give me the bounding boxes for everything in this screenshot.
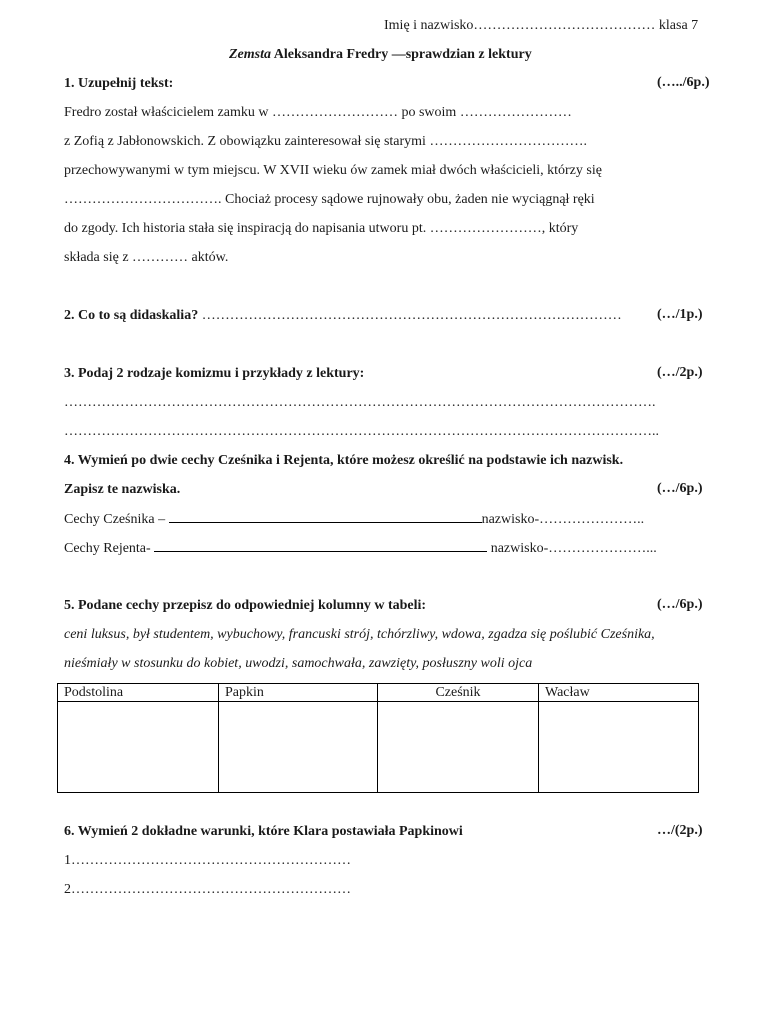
title-italic: Zemsta xyxy=(229,47,271,62)
q3-points: (…/2p.) xyxy=(657,365,703,380)
page-title xyxy=(229,46,532,64)
q4-czesnik-line xyxy=(64,510,708,529)
q4-rejent-surname: nazwisko-…………………... xyxy=(487,541,657,556)
q6-answer-line-2: 2…………………………………………………… xyxy=(64,882,351,897)
q6-answer-line-1: 1…………………………………………………… xyxy=(64,853,351,868)
q3-heading: 3. Podaj 2 rodzaje komizmu i przykłady z lektury: xyxy=(64,366,365,381)
column-header-podstolina: Podstolina xyxy=(58,684,219,702)
q2-heading: 2. Co to są didaskalia? xyxy=(64,308,199,323)
column-header-waclaw: Wacław xyxy=(539,684,698,702)
answer-cell-czesnik[interactable] xyxy=(378,702,539,792)
q1-line-2: z Zofią z Jabłonowskich. Z obowiązku zainteresował się starymi ……………………………. xyxy=(64,134,587,149)
q5-traits-line-2: nieśmiały w stosunku do kobiet, uwodzi, samochwała, zawzięty, posłuszny woli ojca xyxy=(64,656,533,671)
q5-traits-line-1: ceni luksus, był studentem, wybuchowy, francuski strój, tchórzliwy, wdowa, zgadza się poślubić Cześnika, xyxy=(64,627,655,642)
q5-heading: 5. Podane cechy przepisz do odpowiedniej kolumny w tabeli: xyxy=(64,598,427,613)
q4-points: (…/6p.) xyxy=(657,481,703,496)
q1-points: (…../6p.) xyxy=(657,75,710,90)
q5-points: (…/6p.) xyxy=(657,597,703,612)
q4-heading-2: Zapisz te nazwiska. xyxy=(64,482,181,497)
q6-heading: 6. Wymień 2 dokładne warunki, które Klara postawiała Papkinowi xyxy=(64,824,463,839)
q3-answer-line-2: ……………………………………………………………………………………………………………….. xyxy=(64,424,659,439)
q1-line-6: składa się z ………… aktów. xyxy=(64,250,229,265)
q1-heading: 1. Uzupełnij tekst: xyxy=(64,76,174,91)
q4-rejent-label: Cechy Rejenta- xyxy=(64,541,151,556)
q4-heading: 4. Wymień po dwie cechy Cześnika i Rejenta, które możesz określić na podstawie ich nazwisk. xyxy=(64,453,624,468)
traits-table xyxy=(57,683,699,793)
q1-line-1: Fredro został właścicielem zamku w ……………………… po swoim …………………… xyxy=(64,105,572,120)
q4-czesnik-surname: nazwisko-………………….. xyxy=(481,512,645,527)
q4-czesnik-underline xyxy=(169,510,482,523)
answer-cell-waclaw[interactable] xyxy=(539,702,698,792)
q1-line-4: ……………………………. Chociaż procesy sądowe rujnowały obu, żaden nie wyciągnął ręki xyxy=(64,192,595,207)
q1-line-5: do zgody. Ich historia stała się inspiracją do napisania utworu pt. ……………………, który xyxy=(64,221,579,236)
q1-line-3: przechowywanymi w tym miejscu. W XVII wieku ów zamek miał dwóch właścicieli, którzy się xyxy=(64,163,602,178)
q3-answer-line-1: ………………………………………………………………………………………………………………. xyxy=(64,395,656,410)
q4-rejent-underline xyxy=(154,539,487,552)
q2-line xyxy=(64,307,708,325)
name-class-line: Imię i nazwisko………………………………… klasa 7 xyxy=(384,18,699,33)
answer-cell-papkin[interactable] xyxy=(219,702,378,792)
q4-czesnik-label: Cechy Cześnika – xyxy=(64,512,166,527)
column-header-papkin: Papkin xyxy=(219,684,378,702)
answer-cell-podstolina[interactable] xyxy=(58,702,219,792)
q4-rejent-line xyxy=(64,539,708,558)
title-rest: Aleksandra Fredry —sprawdzian z lektury xyxy=(271,47,532,62)
q2-points: (…/1p.) xyxy=(657,307,703,322)
column-header-czesnik: Cześnik xyxy=(378,684,539,702)
q2-answer-dots: ……………………………………………………………………………… xyxy=(198,308,622,323)
q6-points: …/(2p.) xyxy=(657,823,703,838)
